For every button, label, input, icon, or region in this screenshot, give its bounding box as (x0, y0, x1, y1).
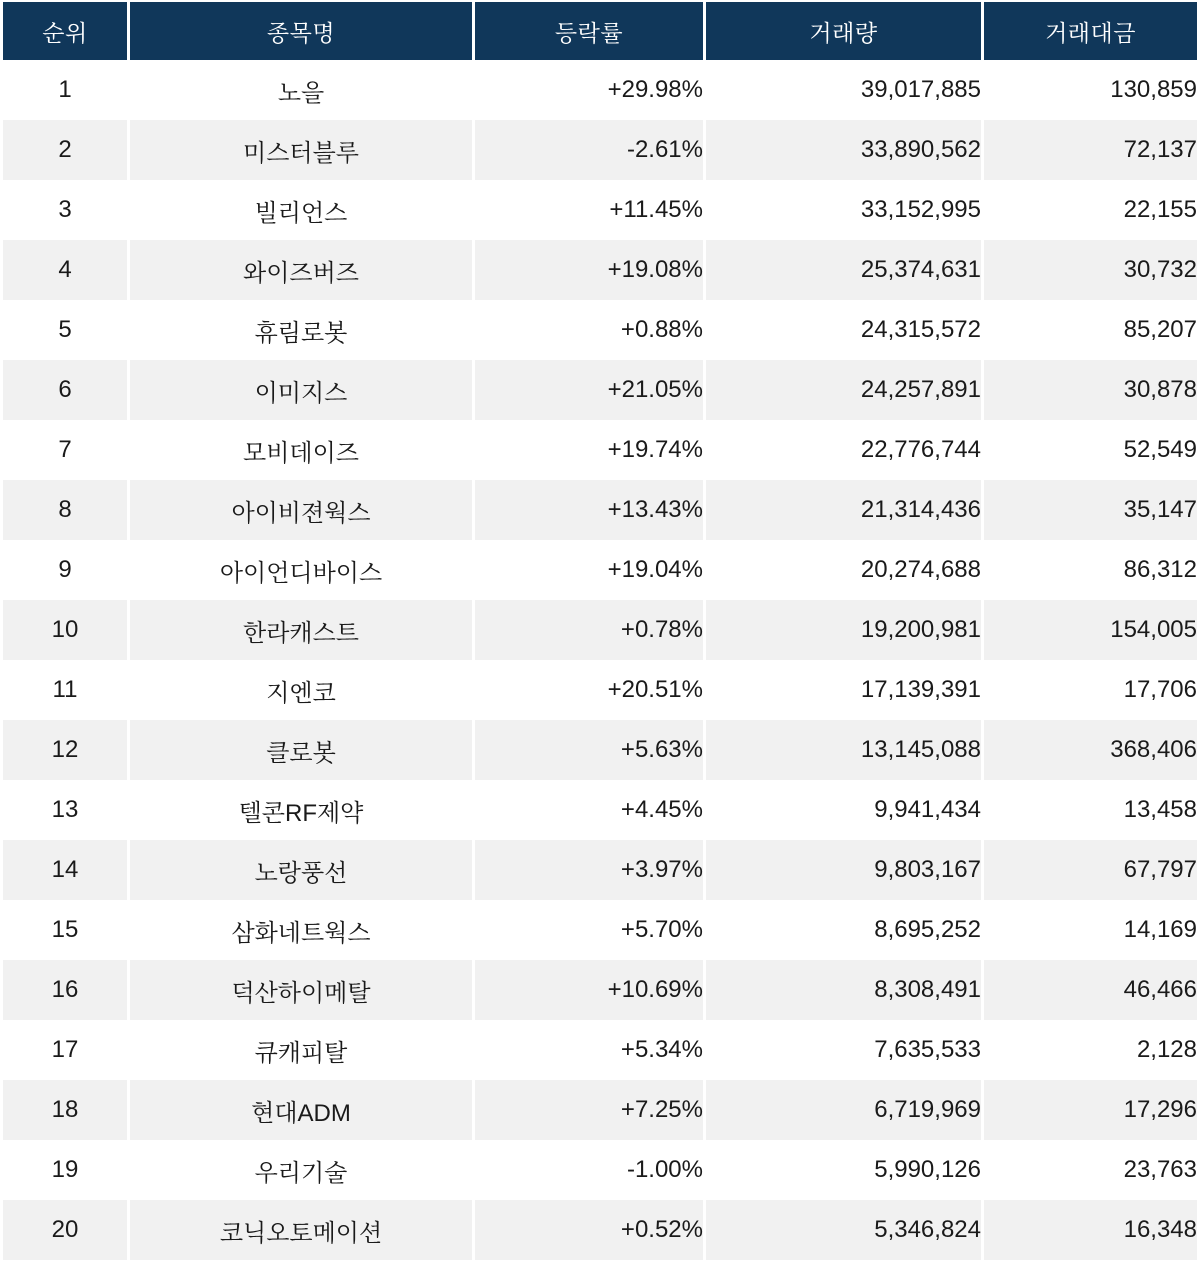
trade-value-cell: 30,732 (984, 240, 1197, 300)
trade-value-cell: 67,797 (984, 840, 1197, 900)
table-row[interactable] (3, 120, 1197, 180)
stock-name-cell: 덕산하이메탈 (130, 960, 472, 1020)
table-row[interactable] (3, 660, 1197, 720)
rank-cell: 8 (3, 480, 127, 540)
header-change-rate: 등락률 (475, 2, 703, 60)
trade-value-cell: 17,296 (984, 1080, 1197, 1140)
volume-cell: 24,257,891 (706, 360, 981, 420)
rank-cell: 2 (3, 120, 127, 180)
rank-cell: 16 (3, 960, 127, 1020)
change-rate-cell: +0.52% (475, 1200, 703, 1260)
volume-cell: 8,695,252 (706, 900, 981, 960)
change-rate-cell: +13.43% (475, 480, 703, 540)
rank-cell: 19 (3, 1140, 127, 1200)
stock-name-cell: 미스터블루 (130, 120, 472, 180)
change-rate-cell: +19.04% (475, 540, 703, 600)
stock-name-cell: 모비데이즈 (130, 420, 472, 480)
stock-name-cell: 지엔코 (130, 660, 472, 720)
table-row[interactable] (3, 1200, 1197, 1260)
stock-name-cell: 큐캐피탈 (130, 1020, 472, 1080)
change-rate-cell: +20.51% (475, 660, 703, 720)
header-rank: 순위 (3, 2, 127, 60)
table-row[interactable] (3, 1020, 1197, 1080)
table-row[interactable] (3, 540, 1197, 600)
change-rate-cell: +19.08% (475, 240, 703, 300)
table-row[interactable] (3, 240, 1197, 300)
volume-cell: 8,308,491 (706, 960, 981, 1020)
change-rate-cell: +10.69% (475, 960, 703, 1020)
rank-cell: 1 (3, 60, 127, 120)
change-rate-cell: +7.25% (475, 1080, 703, 1140)
change-rate-cell: +29.98% (475, 60, 703, 120)
table-row[interactable] (3, 300, 1197, 360)
volume-cell: 24,315,572 (706, 300, 981, 360)
stock-name-cell: 코닉오토메이션 (130, 1200, 472, 1260)
table-row[interactable] (3, 960, 1197, 1020)
stock-name-cell: 휴림로봇 (130, 300, 472, 360)
rank-cell: 3 (3, 180, 127, 240)
table-row[interactable] (3, 840, 1197, 900)
table-row[interactable] (3, 780, 1197, 840)
volume-cell: 20,274,688 (706, 540, 981, 600)
table-row[interactable] (3, 1080, 1197, 1140)
trade-value-cell: 86,312 (984, 540, 1197, 600)
change-rate-cell: -1.00% (475, 1140, 703, 1200)
stock-name-cell: 빌리언스 (130, 180, 472, 240)
trade-value-cell: 30,878 (984, 360, 1197, 420)
trade-value-cell: 46,466 (984, 960, 1197, 1020)
stock-name-cell: 현대ADM (130, 1080, 472, 1140)
trade-value-cell: 72,137 (984, 120, 1197, 180)
trade-value-cell: 22,155 (984, 180, 1197, 240)
stock-name-cell: 우리기술 (130, 1140, 472, 1200)
trade-value-cell: 13,458 (984, 780, 1197, 840)
rank-cell: 11 (3, 660, 127, 720)
stock-name-cell: 이미지스 (130, 360, 472, 420)
table-row[interactable] (3, 600, 1197, 660)
header-trade-value: 거래대금 (984, 2, 1197, 60)
change-rate-cell: +5.34% (475, 1020, 703, 1080)
stock-name-cell: 노랑풍선 (130, 840, 472, 900)
table-row[interactable] (3, 360, 1197, 420)
table-row[interactable] (3, 720, 1197, 780)
stock-ranking-table (0, 2, 1200, 1260)
rank-cell: 13 (3, 780, 127, 840)
volume-cell: 9,941,434 (706, 780, 981, 840)
volume-cell: 9,803,167 (706, 840, 981, 900)
volume-cell: 33,152,995 (706, 180, 981, 240)
volume-cell: 5,990,126 (706, 1140, 981, 1200)
trade-value-cell: 85,207 (984, 300, 1197, 360)
table-body (3, 60, 1197, 1260)
stock-name-cell: 와이즈버즈 (130, 240, 472, 300)
volume-cell: 17,139,391 (706, 660, 981, 720)
change-rate-cell: +21.05% (475, 360, 703, 420)
stock-name-cell: 노을 (130, 60, 472, 120)
stock-name-cell: 텔콘RF제약 (130, 780, 472, 840)
trade-value-cell: 368,406 (984, 720, 1197, 780)
trade-value-cell: 130,859 (984, 60, 1197, 120)
volume-cell: 7,635,533 (706, 1020, 981, 1080)
stock-name-cell: 클로봇 (130, 720, 472, 780)
stock-name-cell: 아이언디바이스 (130, 540, 472, 600)
trade-value-cell: 23,763 (984, 1140, 1197, 1200)
volume-cell: 22,776,744 (706, 420, 981, 480)
table-row[interactable] (3, 60, 1197, 120)
trade-value-cell: 154,005 (984, 600, 1197, 660)
rank-cell: 10 (3, 600, 127, 660)
trade-value-cell: 14,169 (984, 900, 1197, 960)
stock-name-cell: 한라캐스트 (130, 600, 472, 660)
change-rate-cell: +0.88% (475, 300, 703, 360)
rank-cell: 7 (3, 420, 127, 480)
volume-cell: 5,346,824 (706, 1200, 981, 1260)
table-header-row (3, 2, 1197, 60)
header-volume: 거래량 (706, 2, 981, 60)
change-rate-cell: +5.70% (475, 900, 703, 960)
rank-cell: 6 (3, 360, 127, 420)
change-rate-cell: +4.45% (475, 780, 703, 840)
stock-name-cell: 삼화네트웍스 (130, 900, 472, 960)
rank-cell: 5 (3, 300, 127, 360)
rank-cell: 18 (3, 1080, 127, 1140)
volume-cell: 33,890,562 (706, 120, 981, 180)
change-rate-cell: +5.63% (475, 720, 703, 780)
change-rate-cell: -2.61% (475, 120, 703, 180)
change-rate-cell: +19.74% (475, 420, 703, 480)
rank-cell: 20 (3, 1200, 127, 1260)
change-rate-cell: +0.78% (475, 600, 703, 660)
table-row[interactable] (3, 180, 1197, 240)
table-row[interactable] (3, 900, 1197, 960)
table-row[interactable] (3, 1140, 1197, 1200)
change-rate-cell: +3.97% (475, 840, 703, 900)
rank-cell: 15 (3, 900, 127, 960)
rank-cell: 17 (3, 1020, 127, 1080)
rank-cell: 12 (3, 720, 127, 780)
trade-value-cell: 2,128 (984, 1020, 1197, 1080)
trade-value-cell: 35,147 (984, 480, 1197, 540)
trade-value-cell: 52,549 (984, 420, 1197, 480)
trade-value-cell: 16,348 (984, 1200, 1197, 1260)
header-stock-name: 종목명 (130, 2, 472, 60)
rank-cell: 9 (3, 540, 127, 600)
stock-name-cell: 아이비젼웍스 (130, 480, 472, 540)
rank-cell: 4 (3, 240, 127, 300)
volume-cell: 6,719,969 (706, 1080, 981, 1140)
volume-cell: 39,017,885 (706, 60, 981, 120)
table-row[interactable] (3, 480, 1197, 540)
volume-cell: 25,374,631 (706, 240, 981, 300)
table-row[interactable] (3, 420, 1197, 480)
change-rate-cell: +11.45% (475, 180, 703, 240)
volume-cell: 13,145,088 (706, 720, 981, 780)
volume-cell: 19,200,981 (706, 600, 981, 660)
trade-value-cell: 17,706 (984, 660, 1197, 720)
rank-cell: 14 (3, 840, 127, 900)
volume-cell: 21,314,436 (706, 480, 981, 540)
